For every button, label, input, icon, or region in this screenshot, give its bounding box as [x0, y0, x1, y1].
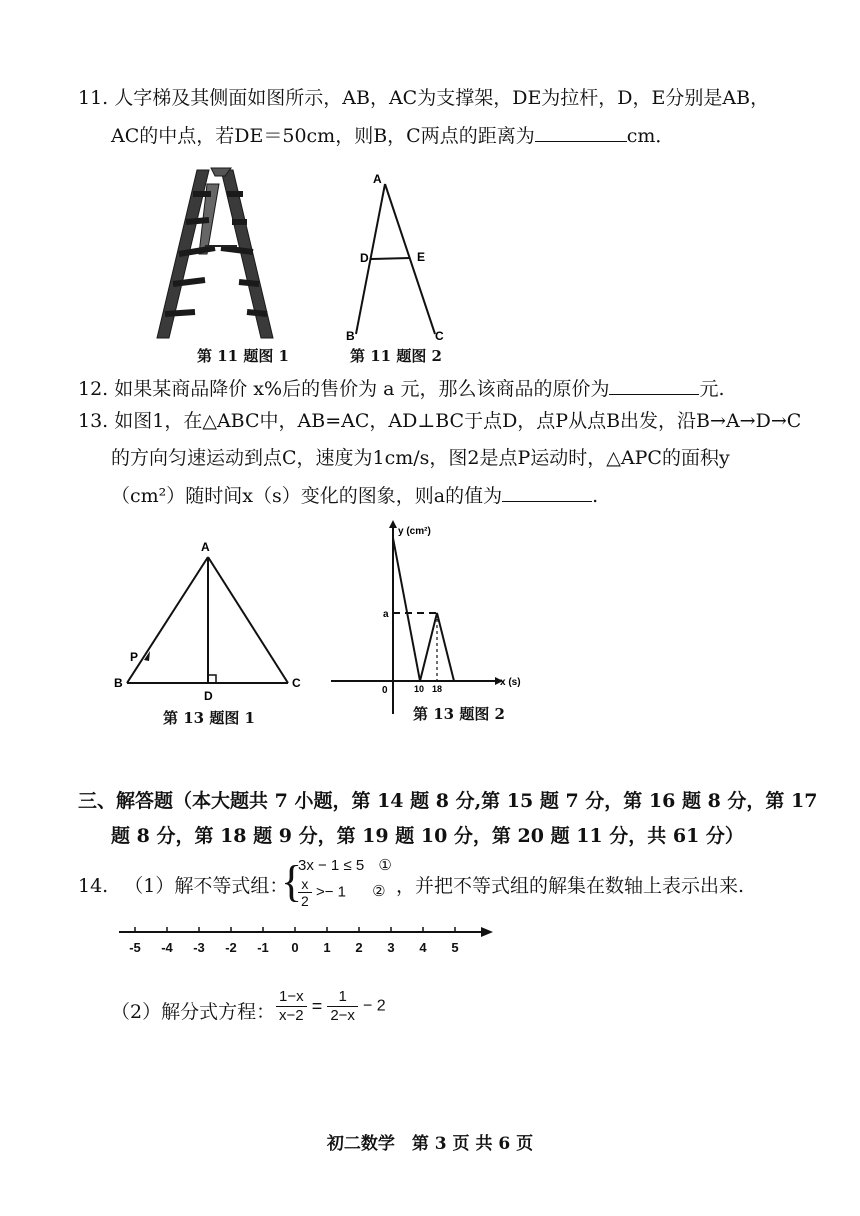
number-line-label: 3	[387, 940, 395, 955]
ladder-photo	[155, 162, 280, 342]
question-13-line1	[78, 407, 801, 435]
answer-blank[interactable]	[535, 121, 627, 142]
origin-label: 0	[382, 685, 388, 696]
part-label: （1）解不等式组：	[124, 875, 289, 897]
figure-caption: 第 13 题图 1	[163, 709, 255, 727]
fraction-right	[327, 988, 358, 1025]
numerator: 1−x	[276, 988, 307, 1007]
question-text: 的方向匀速运动到点C，速度为1cm/s，图2是点P运动时，△APC的面积y	[111, 447, 730, 469]
question-unit: 元.	[699, 378, 725, 400]
number-line-label: -2	[225, 940, 237, 955]
page-footer: 初二数学 第 3 页 共 6 页	[326, 1134, 534, 1154]
equation-tail: − 2	[363, 997, 386, 1015]
arrow-right-icon	[481, 927, 493, 937]
question-text: 如图1，在△ABC中，AB=AC，AD⊥BC于点D，点P从点B出发，沿B→A→D→C	[114, 410, 802, 432]
number-line-label: 2	[355, 940, 363, 955]
inequality-2-mark: ②	[372, 883, 386, 901]
number-line-label: 5	[451, 940, 459, 955]
question-text: 如果某商品降价 x%后的售价为 a 元，那么该商品的原价为	[114, 378, 610, 400]
number-line-label: 4	[419, 940, 427, 955]
equals-sign: =	[311, 996, 323, 1016]
question-13-line3	[111, 481, 598, 510]
denominator: 2−x	[330, 1007, 355, 1024]
point-label-B: B	[346, 329, 355, 343]
point-label-A: A	[201, 540, 210, 554]
question-unit: cm．	[626, 125, 675, 147]
point-label-C: C	[435, 329, 444, 343]
inequality-2-text: >− 1	[315, 883, 346, 901]
numerator: x	[298, 876, 312, 893]
denominator: 2	[301, 893, 309, 909]
inequality-2	[298, 876, 386, 909]
question-14-instruction: ，并把不等式组的解集在数轴上表示出来.	[396, 875, 745, 897]
answer-blank[interactable]	[502, 481, 592, 502]
point-label-E: E	[417, 250, 426, 264]
area-curve	[393, 538, 454, 681]
question-number: 13.	[78, 410, 109, 432]
system-brace: {	[281, 857, 303, 906]
section-heading-line2: 题 8 分，第 18 题 9 分，第 19 题 10 分，第 20 题 11 分，共 61 分）	[111, 825, 744, 847]
ladder-side-diagram	[340, 170, 450, 345]
section-heading-line1: 三、解答题（本大题共 7 小题，第 14 题 8 分,第 15 题 7 分，第 16 题 8 分，第 17	[78, 790, 818, 812]
figure-caption: 第 13 题图 2	[413, 705, 505, 723]
fractional-equation	[276, 988, 386, 1025]
question-12	[78, 374, 725, 403]
inequality-1	[298, 856, 392, 874]
point-label-D: D	[360, 251, 369, 265]
a-tick-label: a	[383, 609, 389, 620]
question-14-part1	[78, 872, 288, 900]
fraction	[298, 876, 312, 909]
point-label-B: B	[114, 676, 123, 690]
point-label-A: A	[373, 172, 382, 186]
tick-label-18: 18	[432, 684, 443, 694]
figure-caption: 第 11 题图 2	[350, 347, 442, 365]
period: .	[592, 485, 599, 507]
tick-label-10: 10	[414, 684, 425, 694]
answer-blank[interactable]	[609, 374, 699, 395]
figure-caption: 第 11 题图 1	[197, 347, 289, 365]
question-14-part2-label: （2）解分式方程：	[111, 1001, 276, 1023]
denominator: x−2	[279, 1007, 304, 1024]
numerator: 1	[327, 988, 358, 1007]
number-line-label: -4	[161, 940, 173, 955]
number-line-label: 1	[323, 940, 331, 955]
fraction-left	[276, 988, 307, 1025]
inequality-1-text: 3x − 1 ≤ 5	[298, 857, 365, 874]
point-label-P: P	[130, 650, 139, 664]
x-axis-label: x (s)	[500, 677, 521, 688]
area-time-graph	[325, 518, 525, 718]
y-axis-label: y (cm²)	[398, 526, 431, 537]
inequality-1-mark: ①	[378, 857, 392, 874]
question-11-line1	[78, 84, 769, 112]
question-11-line2	[111, 121, 674, 150]
question-text: （cm²）随时间x（s）变化的图象，则a的值为	[111, 485, 503, 507]
triangle-abc-diagram	[105, 535, 315, 705]
point-label-D: D	[204, 689, 213, 703]
number-line-label: -5	[129, 940, 141, 955]
question-text: 人字梯及其侧面如图所示，AB，AC为支撑架，DE为拉杆，D，E分别是AB，	[114, 87, 770, 109]
number-line-label: 0	[291, 940, 299, 955]
question-number: 11.	[78, 87, 109, 109]
point-label-C: C	[292, 676, 301, 690]
number-line-label: -3	[193, 940, 205, 955]
number-line-label: -1	[257, 940, 269, 955]
number-line	[115, 920, 495, 960]
question-13-line2	[111, 444, 730, 472]
question-number: 12.	[78, 378, 109, 400]
question-number: 14.	[78, 875, 109, 897]
question-text: AC的中点，若DE＝50cm，则B，C两点的距离为	[111, 125, 535, 147]
